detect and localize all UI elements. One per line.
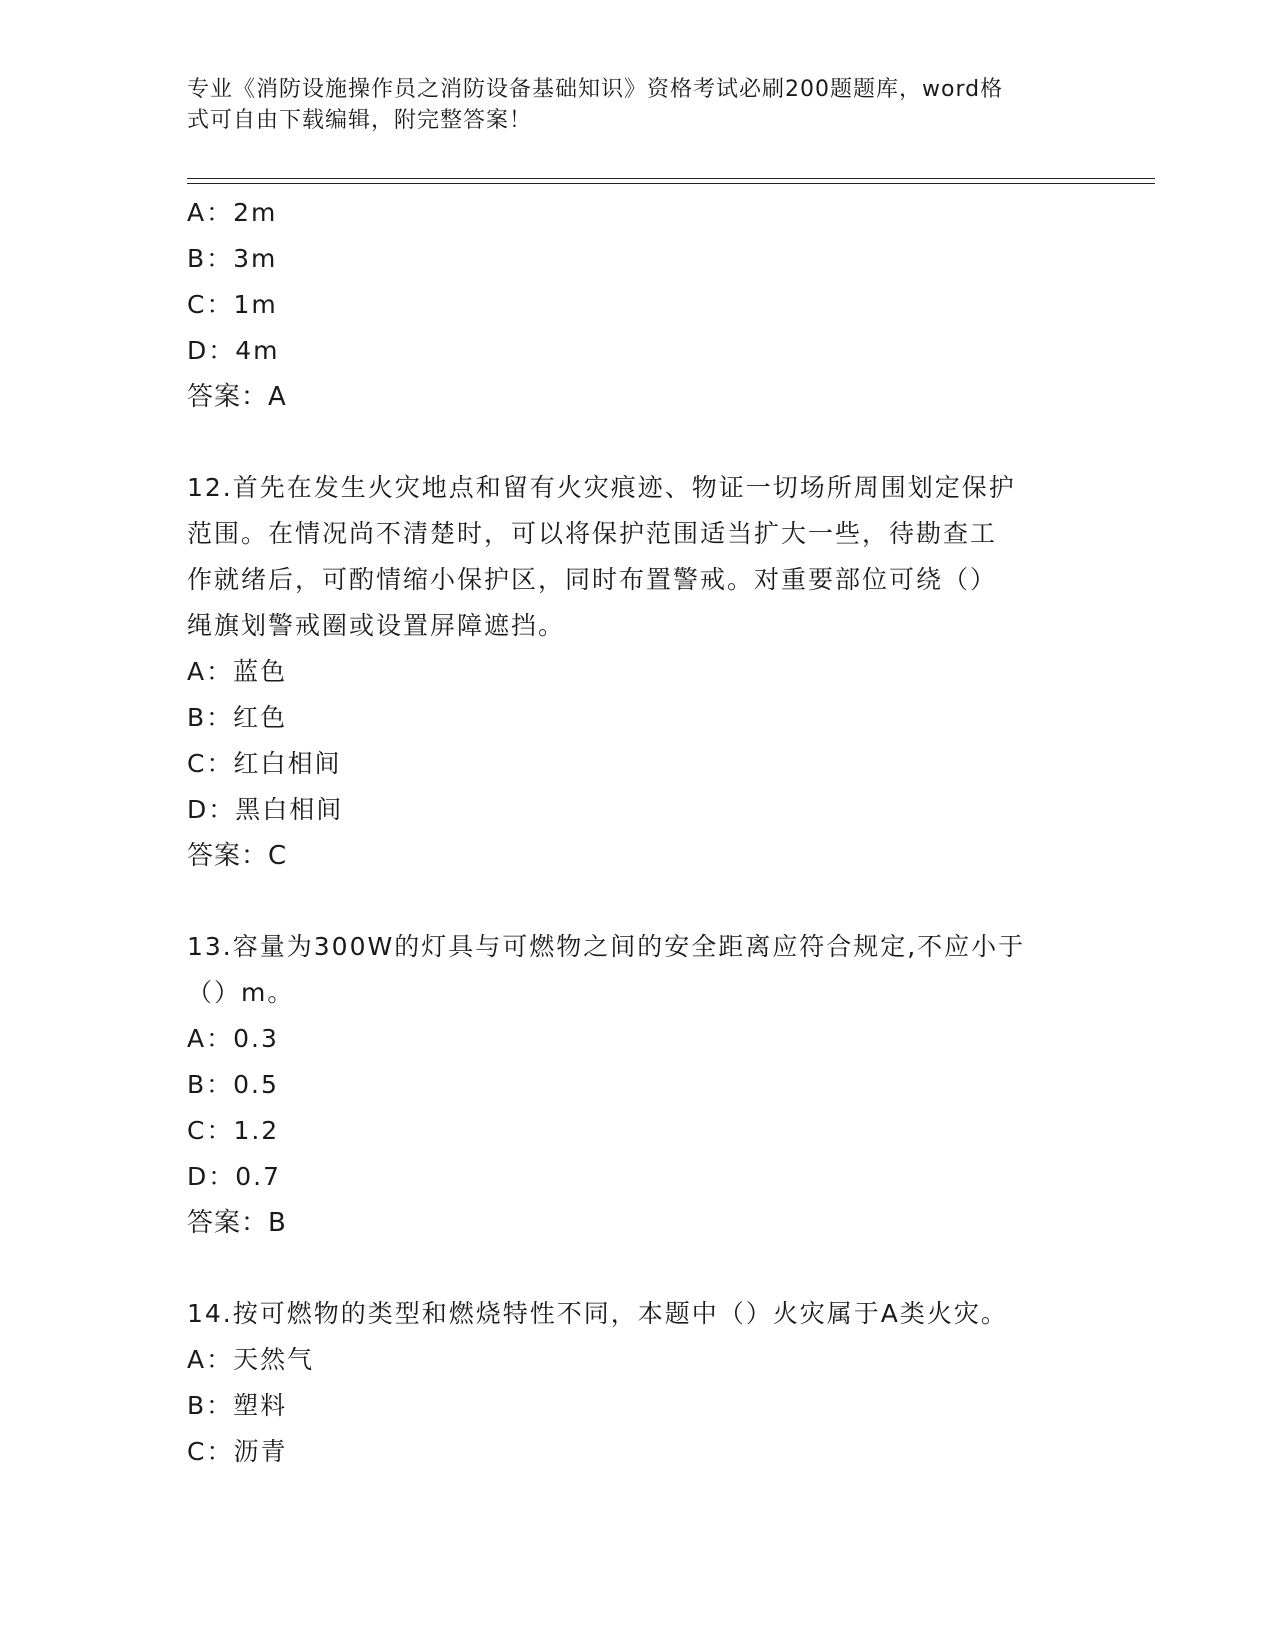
question-text-line: （）m。 [187,978,295,1007]
question-spacer [187,1246,1087,1291]
option-b: B：塑料 [187,1391,288,1420]
question-13 [187,924,1087,1246]
question-spacer [187,879,1087,924]
option-c: C：沥青 [187,1437,288,1466]
question-spacer [187,420,1087,465]
answer-line: 答案：A [187,382,287,412]
option-b: B：红色 [187,703,288,732]
option-d: D：0.7 [187,1162,282,1191]
question-text-line: 13.容量为300W的灯具与可燃物之间的安全距离应符合规定,不应小于 [187,932,1026,961]
option-a: A：蓝色 [187,657,288,686]
header-divider [187,178,1155,184]
question-text-line: 14.按可燃物的类型和燃烧特性不同，本题中（）火灾属于A类火灾。 [187,1299,1008,1328]
option-c: C：1m [187,290,278,319]
option-b: B：0.5 [187,1070,279,1099]
question-text-line: 作就绪后，可酌情缩小保护区，同时布置警戒。对重要部位可绕（） [187,565,998,594]
question-list [187,190,1087,1475]
option-d: D：4m [187,336,280,365]
question-text-line: 范围。在情况尚不清楚时，可以将保护范围适当扩大一些，待勘查工 [187,519,998,548]
question-text-line: 12.首先在发生火灾地点和留有火灾痕迹、物证一切场所周围划定保护 [187,473,1016,502]
header-line-2: 式可自由下载编辑，附完整答案！ [187,108,533,133]
option-d: D：黑白相间 [187,795,344,824]
option-c: C：1.2 [187,1116,280,1145]
option-c: C：红白相间 [187,749,342,778]
question-14 [187,1291,1087,1475]
option-a: A：0.3 [187,1024,279,1053]
question-11 [187,190,1087,420]
question-12 [187,465,1087,879]
answer-line: 答案：C [187,841,288,871]
question-text-line: 绳旗划警戒圈或设置屏障遮挡。 [187,611,566,640]
answer-line: 答案：B [187,1208,287,1238]
option-b: B：3m [187,244,278,273]
option-a: A：2m [187,198,278,227]
header-line-1: 专业《消防设施操作员之消防设备基础知识》资格考试必刷200题题库，word格 [187,77,1004,102]
document-header [187,74,1087,136]
option-a: A：天然气 [187,1345,315,1374]
